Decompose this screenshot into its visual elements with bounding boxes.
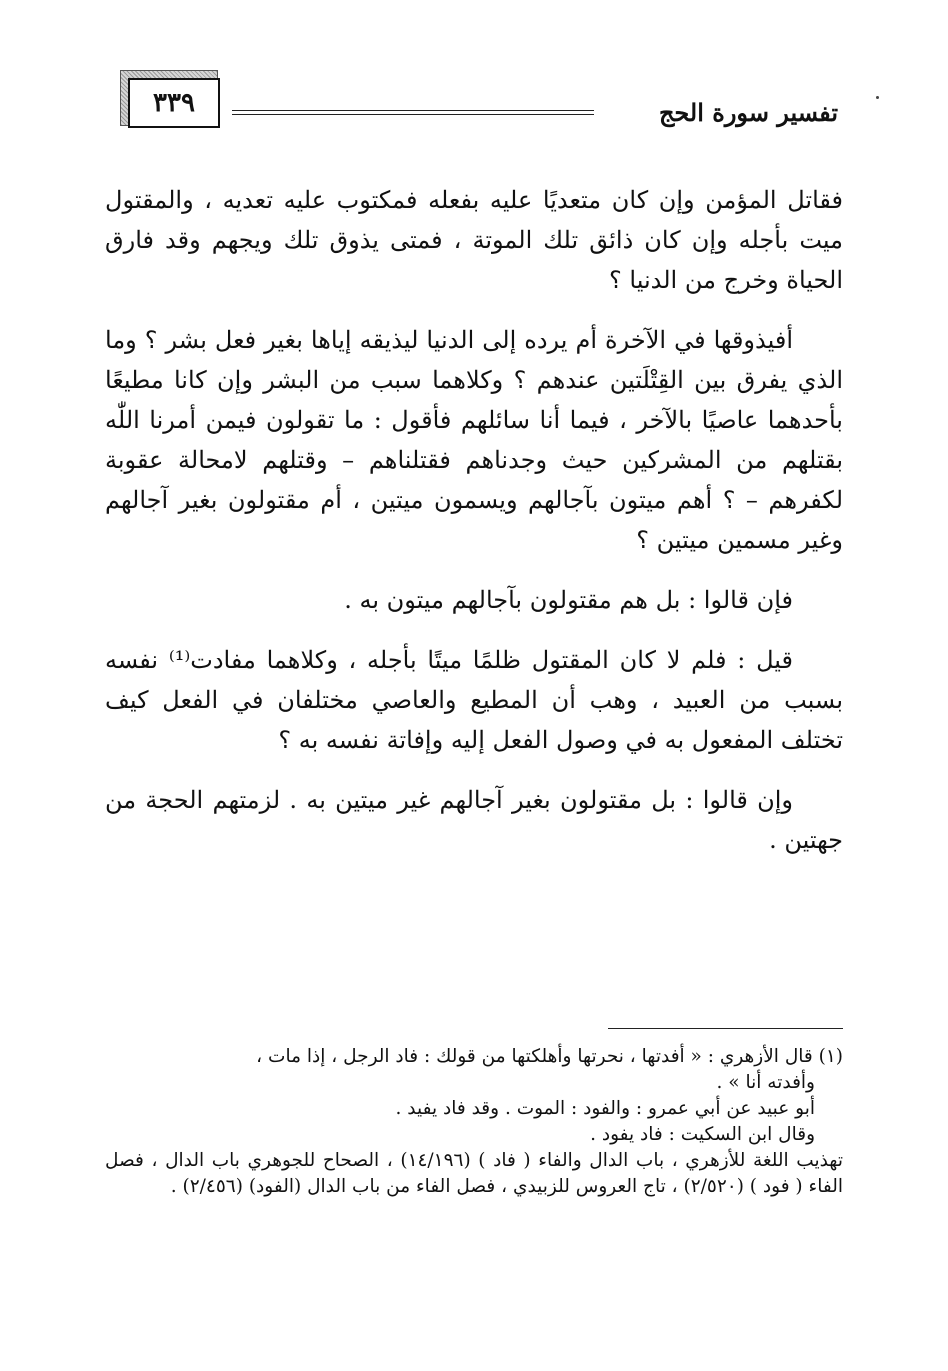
footnote-line: وقال ابن السكيت : فاد يفود .	[590, 1124, 815, 1145]
paragraph: وإن قالوا : بل مقتولون بغير آجالهم غير ميتين به . لزمتهم الحجة من جهتين .	[105, 786, 843, 854]
body-text	[105, 180, 843, 880]
page-number-box	[120, 70, 224, 132]
footnotes	[105, 1044, 843, 1200]
footnote-line: أبو عبيد عن أبي عمرو : والفود : الموت . وقد فاد يفيد .	[395, 1098, 815, 1119]
footnote-rule	[608, 1028, 843, 1029]
scan-speck	[876, 96, 879, 99]
footnote-line: تهذيب اللغة للأزهري ، باب الدال والفاء ( فاد ) (١٤/١٩٦) ، الصحاح للجوهري باب الدال ، فصل الفاء ( فود ) (٢/٥٢٠) ، تاج العروس للزبيدي ، فصل الفاء من باب الدال (الفود) (٢/٤٥٦) .	[105, 1150, 843, 1197]
paragraph: فقاتل المؤمن وإن كان متعديًا عليه بفعله فمكتوب عليه تعديه ، والمقتول ميت بأجله وإن كان ذائق تلك الموتة ، فمتى يذوق تلك ويجهم وقد فارق الحياة وخرج من الدنيا ؟	[105, 186, 844, 294]
paragraph: فإن قالوا : بل هم مقتولون بآجالهم ميتون به .	[344, 586, 793, 614]
footnote-line: وأفدته أنا » .	[716, 1072, 815, 1093]
page-number: ٣٣٩	[128, 78, 220, 128]
footnote-line: (١) قال الأزهري : « أفدتها ، نحرتها وأهلكتها من قولك : فاد الرجل ، إذا مات ،	[256, 1046, 843, 1067]
header-rule	[232, 110, 594, 115]
paragraph: قيل : فلم لا كان المقتول ظلمًا ميتًا بأجله ، وكلاهما مفادت⁽¹⁾ نفسه بسبب من العبيد ، وهب أن المطيع والعاصي مختلفان في الفعل كيف تختلف المفعول به في وصول الفعل إليه وإفاتة نفسه به ؟	[105, 646, 843, 754]
running-title: تفسير سورة الحج	[658, 98, 838, 127]
paragraph: أفيذوقها في الآخرة أم يرده إلى الدنيا ليذيقه إياها بغير فعل بشر ؟ وما الذي يفرق بين القِتْلَتين عندهم ؟ وكلاهما سبب من البشر وإن كانا مطيعًا بأحدهما عاصيًا بالآخر ، فيما أنا سائلهم فأقول : ما تقولون فيمن أمرنا اللّٰه بقتلهم من المشركين حيث وجدناهم فقتلناهم – وقتلهم لامحالة عقوبة لكفرهم – ؟ أهم ميتون بآجالهم ويسمون ميتين ، أم مقتولون بغير آجالهم وغير مسمين ميتين ؟	[105, 326, 843, 554]
